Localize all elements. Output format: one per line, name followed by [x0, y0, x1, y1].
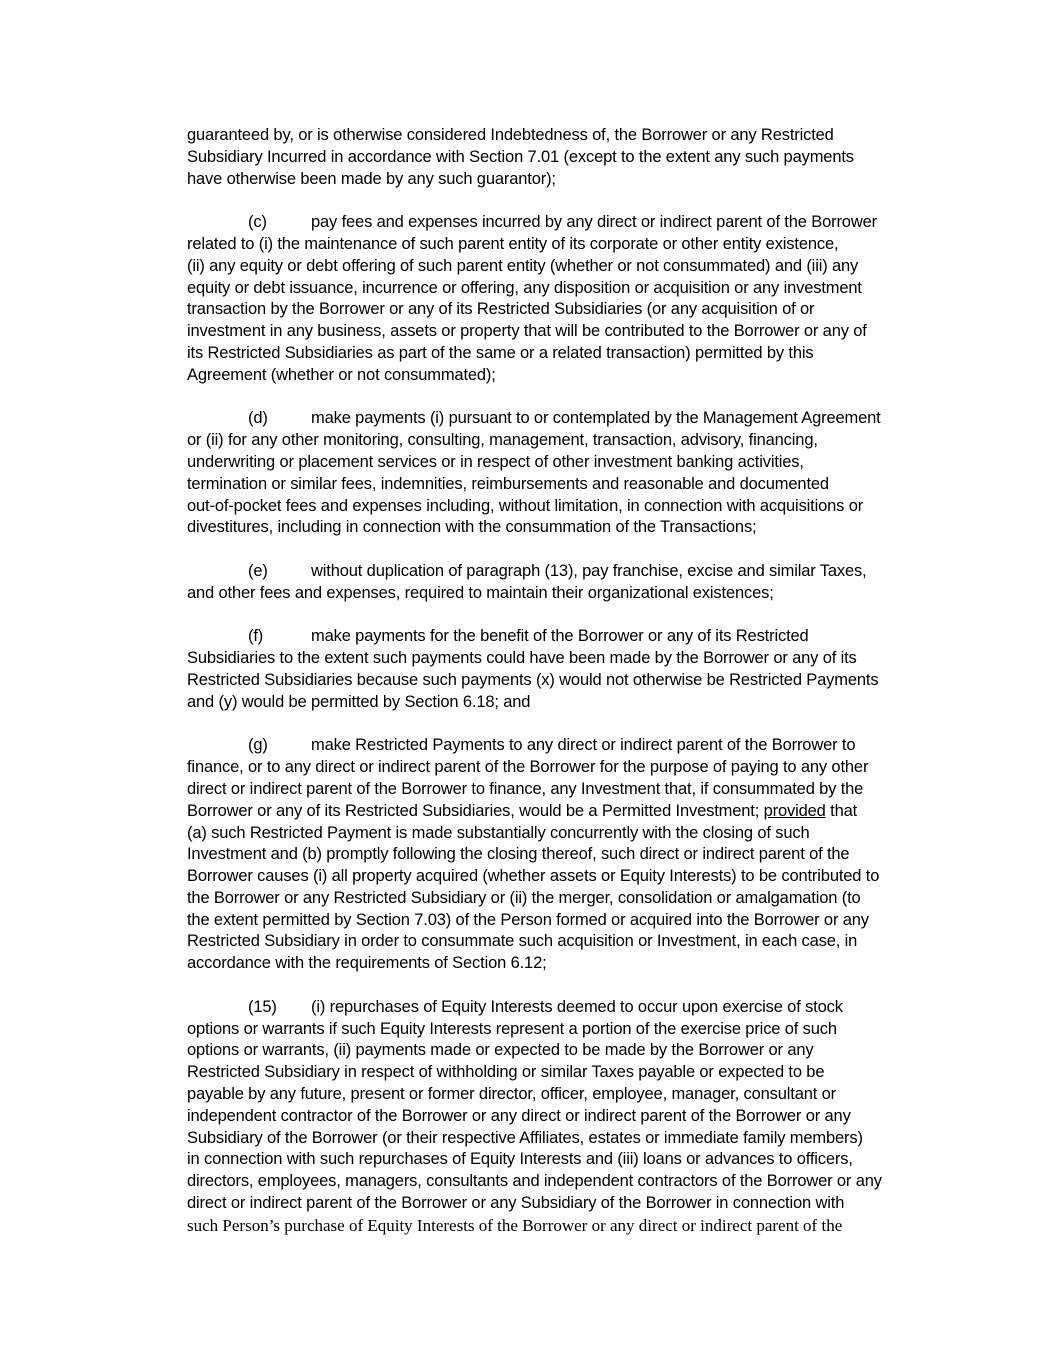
- text-line: (c) pay fees and expenses incurred by any direct or indirect parent of the Borrower: [187, 212, 929, 234]
- text-line: (15) (i) repurchases of Equity Interests deemed to occur upon exercise of stock: [187, 997, 929, 1019]
- text-line: (ii) any equity or debt offering of such parent entity (whether or not consummated) and (iii) any: [187, 256, 859, 275]
- clause-15: [187, 997, 929, 1237]
- clause-f: [187, 626, 929, 713]
- text-line: related to (i) the maintenance of such parent entity of its corporate or other entity existence,: [187, 234, 839, 253]
- text-line: Investment and (b) promptly following the closing thereof, such direct or indirect parent of the: [187, 845, 850, 864]
- text-line: finance, or to any direct or indirect parent of the Borrower for the purpose of paying to any other: [187, 758, 869, 777]
- text-line: the Borrower or any Restricted Subsidiary or (ii) the merger, consolidation or amalgamation (to: [187, 888, 861, 907]
- intro-paragraph: [187, 125, 929, 190]
- clause-label: (d): [248, 409, 268, 428]
- clause-g: [187, 735, 929, 975]
- document-body: [187, 125, 929, 1258]
- text-line: investment in any business, assets or property that will be contributed to the Borrower or any of: [187, 322, 867, 341]
- text-line: Restricted Subsidiaries because such payments (x) would not otherwise be Restricted Payments: [187, 670, 879, 689]
- text-line: (f) make payments for the benefit of the Borrower or any of its Restricted: [187, 626, 929, 648]
- text-line: independent contractor of the Borrower or any direct or indirect parent of the Borrower or any: [187, 1106, 851, 1125]
- text-line: have otherwise been made by any such guarantor);: [187, 169, 556, 188]
- text-line: (e) without duplication of paragraph (13), pay franchise, excise and similar Taxes,: [187, 561, 929, 583]
- clause-label: (15): [248, 997, 277, 1016]
- clause-label: (c): [248, 213, 267, 232]
- clause-c: [187, 212, 929, 386]
- text-line: Subsidiaries to the extent such payments could have been made by the Borrower or any of its: [187, 649, 857, 668]
- clause-e: [187, 561, 929, 605]
- text-line: Agreement (whether or not consummated);: [187, 365, 496, 384]
- text-line: out-of-pocket fees and expenses including, without limitation, in connection with acquisitions or: [187, 496, 864, 515]
- text-line: direct or indirect parent of the Borrower or any Subsidiary of the Borrower in connection with: [187, 1194, 845, 1213]
- text-line: (d) make payments (i) pursuant to or contemplated by the Management Agreement: [187, 408, 929, 430]
- clause-label: (g): [248, 736, 268, 755]
- text-line: (g) make Restricted Payments to any direct or indirect parent of the Borrower to: [187, 735, 929, 757]
- text-line: and (y) would be permitted by Section 6.18; and: [187, 692, 531, 711]
- text-line: Borrower or any of its Restricted Subsidiaries, would be a Permitted Investment; provided that: [187, 801, 858, 820]
- text-line: Borrower causes (i) all property acquired (whether assets or Equity Interests) to be contributed to: [187, 867, 880, 886]
- text-line: payable by any future, present or former director, officer, employee, manager, consultant or: [187, 1085, 837, 1104]
- text-line: or (ii) for any other monitoring, consulting, management, transaction, advisory, financing,: [187, 431, 818, 450]
- text-line: Restricted Subsidiary in order to consummate such acquisition or Investment, in each case, in: [187, 932, 858, 951]
- text-line: transaction by the Borrower or any of its Restricted Subsidiaries (or any acquisition of or: [187, 300, 815, 319]
- text-line: such Person’s purchase of Equity Interests of the Borrower or any direct or indirect parent of the: [187, 1215, 843, 1235]
- text-line: termination or similar fees, indemnities, reimbursements and reasonable and documented: [187, 474, 829, 493]
- text-line: in connection with such repurchases of Equity Interests and (iii) loans or advances to officers,: [187, 1150, 853, 1169]
- text-line: divestitures, including in connection with the consummation of the Transactions;: [187, 518, 757, 537]
- text-line: directors, employees, managers, consultants and independent contractors of the Borrower or any: [187, 1172, 882, 1191]
- text-line: Subsidiary Incurred in accordance with Section 7.01 (except to the extent any such payments: [187, 147, 854, 166]
- text-line: underwriting or placement services or in respect of other investment banking activities,: [187, 452, 804, 471]
- text-line: options or warrants, (ii) payments made or expected to be made by the Borrower or any: [187, 1041, 814, 1060]
- text-line: options or warrants if such Equity Interests represent a portion of the exercise price of such: [187, 1019, 837, 1038]
- text-line: direct or indirect parent of the Borrower to finance, any Investment that, if consummated by the: [187, 779, 864, 798]
- text-line: Restricted Subsidiary in respect of withholding or similar Taxes payable or expected to be: [187, 1063, 825, 1082]
- text-line: the extent permitted by Section 7.03) of the Person formed or acquired into the Borrower or any: [187, 910, 869, 929]
- text-line: and other fees and expenses, required to maintain their organizational existences;: [187, 583, 774, 602]
- text-line: accordance with the requirements of Section 6.12;: [187, 954, 547, 973]
- clause-label: (e): [248, 561, 268, 580]
- clause-d: [187, 408, 929, 539]
- text-line: Subsidiary of the Borrower (or their respective Affiliates, estates or immediate family members): [187, 1128, 863, 1147]
- text-line: equity or debt issuance, incurrence or offering, any disposition or acquisition or any investment: [187, 278, 862, 297]
- clause-label: (f): [248, 627, 264, 646]
- text-line: guaranteed by, or is otherwise considered Indebtedness of, the Borrower or any Restricted: [187, 126, 834, 144]
- text-line: (a) such Restricted Payment is made substantially concurrently with the closing of such: [187, 823, 810, 842]
- provided-term: provided: [763, 801, 826, 820]
- text-line: its Restricted Subsidiaries as part of the same or a related transaction) permitted by this: [187, 343, 814, 362]
